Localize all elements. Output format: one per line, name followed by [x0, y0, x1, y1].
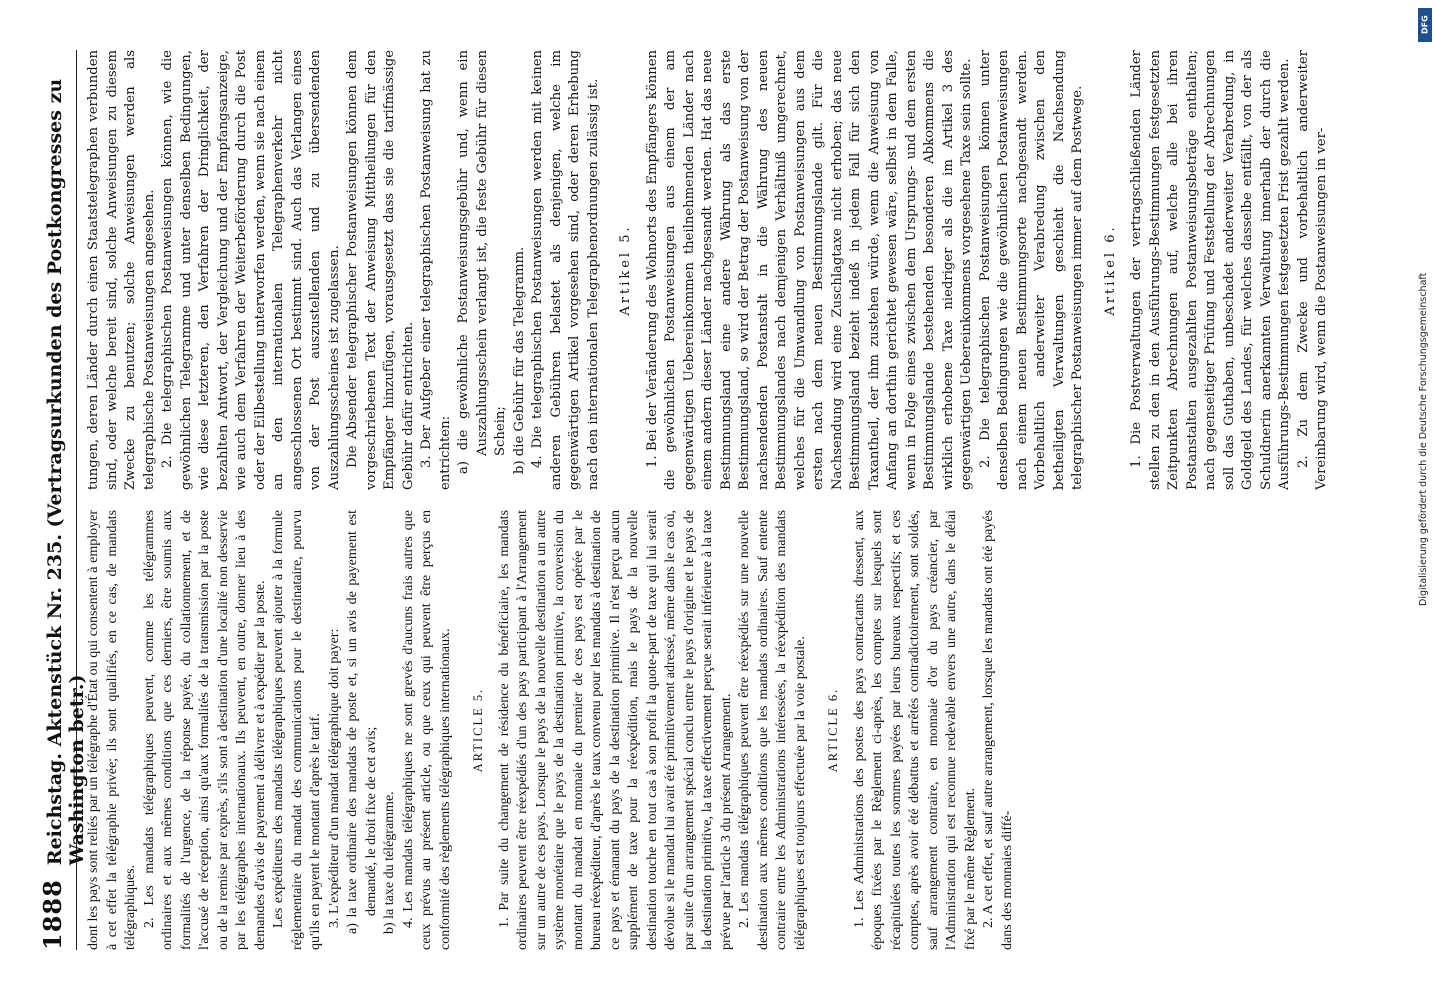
- funding-credit: Digitalisierung gefördert durch die Deutsche Forschungsgemeinschaft: [1418, 272, 1429, 606]
- dfg-logo: DFG: [1418, 8, 1432, 42]
- digitization-sidebar: [1414, 0, 1434, 1000]
- french-column: [85, 510, 1385, 950]
- de-article-heading: Artikel 5.: [618, 224, 633, 316]
- de-paragraph: tungen, deren Länder durch einen Staatstelegraphen verbunden sind, oder welche bereit sind, solche Anweisungen zu diesem Zwecke zu benutzen; solche Anweisungen werden als telegraphische Postanweisungen angesehen.: [86, 50, 157, 490]
- fr-paragraph: dont les pays sont reliés par un télégraphe d'État ou qui consentent à employer à cet effet la télégraphie privée; ils sont qualifiés, en ce cas, de mandats télégraphiques.: [86, 510, 138, 950]
- fr-paragraph: 2. Les mandats télégraphiques peuvent être réexpédiés sur une nouvelle destination aux mêmes conditions que les mandats ordinaires. Sauf entente contraire entre les Administrations intéressées, la réexpédition des mandats télégraphiques est toujours effectuée par la voie postale.: [737, 510, 808, 950]
- rotated-document-page: [20, 20, 1410, 980]
- de-list-item: a) die gewöhnliche Postanweisungsgebühr und, wenn ein Auszahlungsschein verlangt ist, die feste Gebühr für diesen Schein;: [456, 50, 508, 474]
- de-paragraph: 2. Zu dem Zwecke und vorbehaltlich anderweiter Vereinbarung wird, wenn die Postanweisungen in ver-: [1295, 50, 1329, 490]
- de-paragraph: 4. Die telegraphischen Postanweisungen werden mit keinen anderen Gebühren belastet als denjenigen, welche im gegenwärtigen Artikel vorgesehen sind, oder deren Erhebung nach den internationalen Telegraphenordnungen zulässig ist.: [530, 50, 601, 490]
- fr-article-heading: ARTICLE 6.: [826, 687, 840, 773]
- running-title: Reichstag. Aktenstück Nr. 235. (Vertragsurkunden des Postkongresses zu Washington betr.): [44, 78, 88, 866]
- de-paragraph: 2. Die telegraphischen Postanweisungen können unter denselben Bedingungen wie die gewöhnlichen Postanweisungen nach einem neuen Bestimmungsorte nachgesandt werden. Vorbehaltlich anderweiter Verabredung zwischen den betheiligten Verwaltungen geschieht die Nachsendung telegraphischer Postanweisungen immer auf dem Postwege.: [977, 50, 1085, 490]
- fr-paragraph: 1. Les Administrations des postes des pays contractants dressent, aux époques fixées par le Règlement ci-après, les comptes sur lesquels sont récapitulées toutes les sommes payées par leurs bureaux respectifs; et ces comptes, après avoir été débattus et arrêtés contradictoirement, sont soldés, sauf arrangement contraire, en monnaie d'or du pays créancier, par l'Administration qui est reconnue redevable envers une autre, dans le délai fixé par le même Règlement.: [851, 510, 978, 950]
- page-number: 1888: [38, 879, 67, 950]
- fr-paragraph: 3. L'expéditeur d'un mandat télégraphique doit payer:: [326, 628, 342, 928]
- de-list-item: b) die Gebühr für das Telegramm.: [511, 246, 527, 474]
- de-paragraph: 1. Bei der Veränderung des Wohnorts des Empfängers können die gewöhnlichen Postanweisungen aus einem der am gegenwärtigen Uebereinkommen theilnehmenden Länder nach einem andern dieser Länder nachgesandt werden. Hat das neue Bestimmungsland eine andere Währung als das erste Bestimmungsland, so wird der Betrag der Postanweisung von der nachsendenden Postanstalt in die Währung des neuen Bestimmungslandes nach demjenigen Verhältniß umgerechnet, welches für die Umwandlung von Postanweisungen aus dem ersten nach dem neuen Bestimmungslande gilt. Für die Nachsendung wird eine Zuschlagtaxe nicht erhoben; das neue Bestimmungsland bezieht indeß in jedem Fall für sich den Taxantheil, der ihm zustehen würde, wenn die Anweisung von Anfang an dorthin gerichtet gewesen wäre, selbst in dem Falle, wenn in Folge eines zwischen dem Ursprungs- und dem ersten Bestimmungslande bestehenden besonderen Abkommens die wirklich erhobene Taxe niedriger als die im Artikel 3 des gegenwärtigen Uebereinkommens vorgesehene Taxe sein sollte.: [644, 50, 974, 490]
- fr-paragraph: 4. Les mandats télégraphiques ne sont grevés d'aucuns frais autres que ceux prévus au présent article, ou que ceux qui peuvent être perçus en conformité des règlements télégraphiques internationaux.: [400, 510, 453, 950]
- fr-article-heading: ARTICLE 5.: [471, 687, 485, 773]
- two-column-body: [85, 50, 1385, 950]
- de-paragraph: 1. Die Postverwaltungen der vertragschließenden Länder stellen zu den in den Ausführungs-Bestimmungen festgesetzten Zeitpunkten Abrechnungen auf, welche alle bei ihren Postanstalten ausgezahlten Postanweisungsbeträge enthalten; nach gegenseitiger Prüfung und Feststellung der Abrechnungen soll das Guthaben, unbeschadet anderweiter Verabredung, in Goldgeld des Landes, für welches dasselbe entfällt, von der als Schuldnerin anerkannten Verwaltung innerhalb der durch die Ausführungs-Bestimmungen festgesetzten Frist gezahlt werden.: [1129, 50, 1292, 490]
- fr-list-item: a) la taxe ordinaire des mandats de poste et, si un avis de payement est demandé, le droit fixe de cet avis;: [345, 510, 379, 934]
- de-paragraph: 3. Der Aufgeber einer telegraphischen Postanweisung hat zu entrichten:: [419, 50, 453, 490]
- fr-paragraph: 2. Les mandats télégraphiques peuvent, comme les télégrammes ordinaires et aux mêmes conditions que ces derniers, être soumis aux formalités de l'urgence, de la réponse payée, du collationnement, et de l'accusé de réception, ainsi qu'aux formalités de la transmission par la poste ou de la remise par exprès, s'ils sont à destination d'une localité non desservie par les télégraphes internationaux. Ils peuvent, en outre, donner lieu à des demandes d'avis de payement à délivrer et à expédier par la poste.: [141, 510, 268, 950]
- fr-paragraph: Les expéditeurs des mandats télégraphiques peuvent ajouter à la formule réglementaire du mandat des communications pour le destinataire, pourvu qu'ils en payent le montant d'après le tarif.: [271, 510, 323, 950]
- german-column: [85, 50, 1385, 490]
- de-article-heading: Artikel 6.: [1102, 224, 1118, 316]
- fr-list-item: b) la taxe du télégramme.: [382, 791, 397, 934]
- de-paragraph: 2. Die telegraphischen Postanweisungen können, wie die gewöhnlichen Telegramme und unter denselben Bedingungen, wie diese letzteren, den Verfahren der Dringlichkeit, der bezahlten Antwort, der Vergleichung und der Empfangsanzeige, wie auch dem Verfahren der Weiterbeförderung durch die Post oder der Eilbestellung unterworfen werden, wenn sie nach einem an den internationalen Telegraphenverkehr nicht angeschlossenen Ort bestimmt sind. Auch das Verlangen eines von der Post auszustellenden und zu übersendenden Auszahlungsscheines ist zugelassen.: [160, 50, 342, 490]
- de-paragraph: Die Absender telegraphischer Postanweisungen können dem vorgeschriebenen Text der Anweisung Mittheilungen für den Empfänger hinzufügen, vorausgesetzt dass sie die tarifmässige Gebühr dafür entrichten.: [345, 50, 416, 490]
- fr-paragraph: 1. Par suite du changement de résidence du bénéficiaire, les mandats ordinaires peuvent être réexpédiés d'un des pays participant à l'Arrangement sur un autre de ces pays. Lorsque le pays de la nouvelle destination a un autre système monétaire que le pays de la destination primitive, la conversion du montant du mandat en monnaie du premier de ces pays est opérée par le bureau réexpéditeur, d'après le taux convenu pour les mandats à destination de ce pays et émanant du pays de la destination primitive. Il n'est perçu aucun supplément de taxe pour la réexpédition, mais le pays de la nouvelle destination touche en tout cas à son profit la quote-part de taxe qui lui serait dévolue si le mandat lui avait été primitivement adressé, même dans le cas où, par suite d'un arrangement spécial conclu entre le pays d'origine et le pays de la destination primitive, la taxe effectivement perçue serait inférieure à la taxe prévue par l'article 3 du présent Arrangement.: [496, 510, 734, 950]
- page-header: [38, 50, 88, 950]
- fr-paragraph: 2. A cet effet, et sauf autre arrangement, lorsque les mandats ont été payés dans des monnaies diffé-: [981, 510, 1015, 950]
